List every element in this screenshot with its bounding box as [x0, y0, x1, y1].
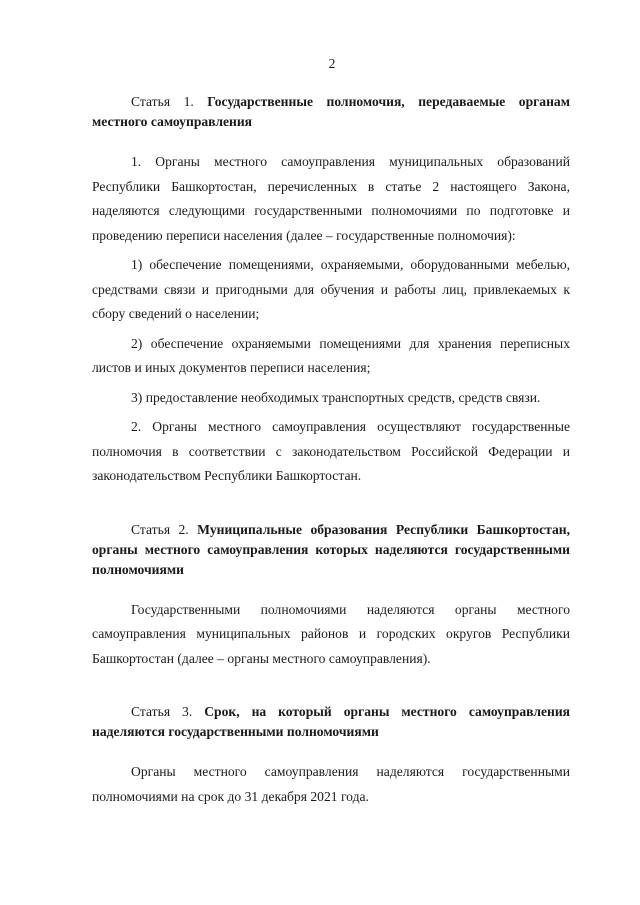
- article-1-paragraph-2: 2. Органы местного самоуправления осуществляют государственные полномочия в соответствии с законодательством Российской Федерации и законодательством Республики Башкортостан.: [92, 419, 570, 483]
- page-number: 2: [328, 56, 336, 71]
- article-1-paragraph-1: 1. Органы местного самоуправления муниципальных образований Республики Башкортостан, перечисленных в статье 2 настоящего Закона, наделяются следующими государственными полномочиями по подготовке и проведению переписи населения (далее – государственные полномочия):: [92, 154, 570, 243]
- article-1-label: Статья 1.: [131, 94, 194, 109]
- article-1-heading: [92, 92, 570, 132]
- article-2-paragraph-1: Государственными полномочиями наделяются органы местного самоуправления муниципальных районов и городских округов Республики Башкортостан (далее – органы местного самоуправления).: [92, 601, 570, 666]
- document-body: [92, 78, 570, 809]
- article-1-item-2: 2) обеспечение охраняемыми помещениями для хранения переписных листов и иных документов переписи населения;: [92, 335, 570, 375]
- article-1-item-1: 1) обеспечение помещениями, охраняемыми, оборудованными мебелью, средствами связи и пригодными для обучения и работы лиц, привлекаемых к сбору сведений о населении;: [92, 257, 570, 321]
- article-3-label: Статья 3.: [131, 704, 193, 719]
- article-1-item-3: 3) предоставление необходимых транспортных средств, средств связи.: [131, 389, 541, 405]
- article-1-title: Государственные полномочия, передаваемые органам местного самоуправления: [92, 94, 570, 129]
- article-2-heading: [92, 520, 570, 580]
- article-2-title: Муниципальные образования Республики Башкортостан, органы местного самоуправления которых наделяются государственными полномочиями: [92, 521, 570, 577]
- article-2-label: Статья 2.: [131, 521, 189, 537]
- article-3-paragraph-1: Органы местного самоуправления наделяются государственными полномочиями на срок до 31 декабря 2021 года.: [92, 764, 570, 804]
- article-3-title: Срок, на который органы местного самоуправления наделяются государственными полномочиями: [92, 704, 570, 739]
- article-3-heading: [92, 702, 570, 742]
